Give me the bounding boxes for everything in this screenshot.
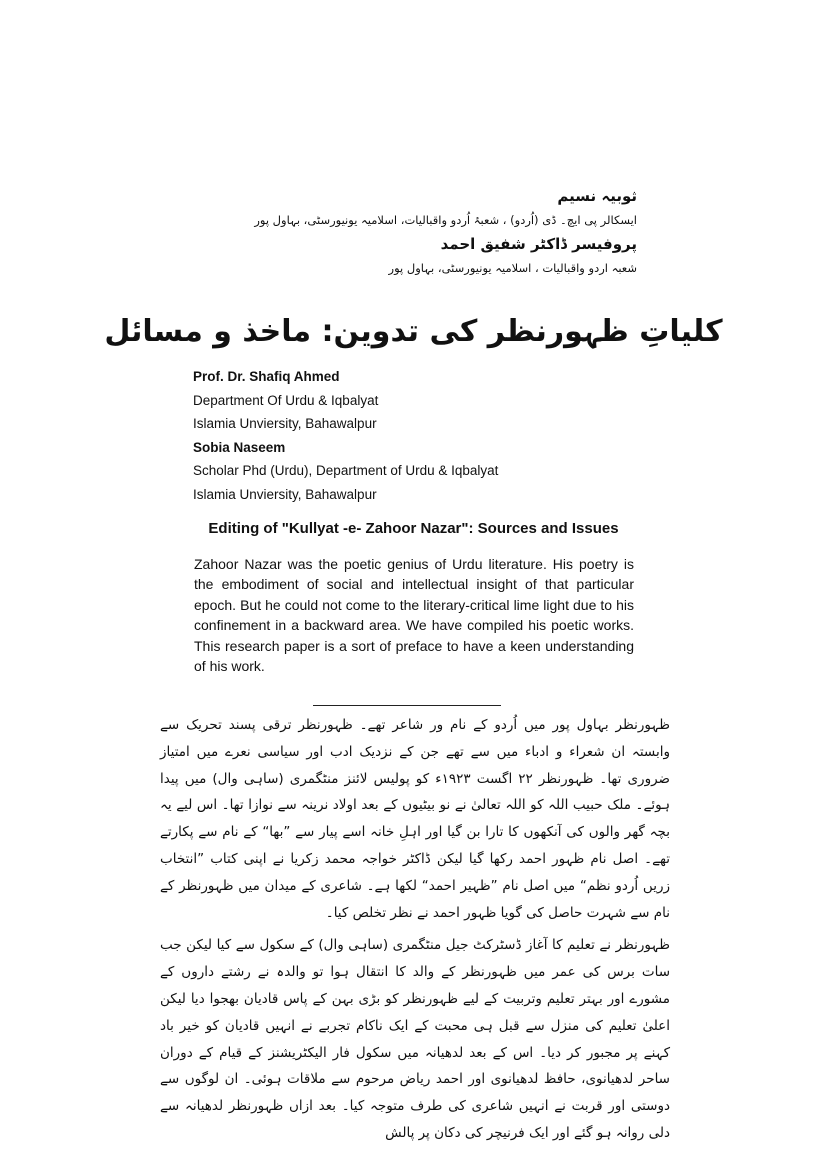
urdu-author2-affiliation: شعبہ اردو واقبالیات ، اسلامیہ یونیورسٹی، بہاول پور: [388, 261, 637, 275]
section-divider: [313, 705, 501, 706]
body-paragraph-2: ظہورنظر نے تعلیم کا آغاز ڈسٹرکٹ جیل منٹگمری (ساہی وال) کے سکول سے کیا لیکن جب سات برس کی عمر میں ظہورنظر کے والد کا انتقال ہوا تو والدہ نے رشتے داروں کے مشورے اور بہتر تعلیم وتربیت کے لیے ظہورنظر کو بڑی بہن کے پاس قادیان بھجوا دیا لیکن اعلیٰ تعلیم کی منزل سے قبل ہی محبت کے ایک ناکام تجربے نے انہیں قادیان کو خیر باد کہنے پر مجبور کر دیا۔ اس کے بعد لدھیانہ میں سکول فار الیکٹریشنز کے قیام کے دوران ساحر لدھیانوی، حافظ لدھیانوی اور احمد ریاض مرحوم سے ملاقات ہوئی۔ ان لوگوں سے دوستی اور قربت نے انہیں شاعری کی طرف متوجہ کیا۔ بعد ازاں ظہورنظر لدھیانہ سے دلی روانہ ہو گئے اور ایک فرنیچر کی دکان پر پالش: [160, 937, 670, 1141]
body-paragraph-1: ظہورنظر بہاول پور میں اُردو کے نام ور شاعر تھے۔ ظہورنظر ترقی پسند تحریک سے وابستہ ان شعراء و ادباء میں سے تھے جن کے نزدیک ادب اور سیاسی نعرے میں امتیاز ضروری تھا۔ ظہورنظر ۲۲ اگست ۱۹۲۳ء کو پولیس لائنز منٹگمری (ساہی وال) میں پیدا ہوئے۔ ملک حبیب اللہ کو اللہ تعالیٰ نے نو بیٹیوں کے بعد اولاد نرینہ سے نوازا تھا۔ اس لیے یہ بچہ گھر والوں کی آنکھوں کا تارا بن گیا اور اہلِ خانہ اسے پیار سے ”بھا“ کے نام سے پکارتے تھے۔ اصل نام ظہور احمد رکھا گیا لیکن ڈاکٹر خواجہ محمد زکریا نے اپنی کتاب ”انتخاب زریں اُردو نظم“ میں اصل نام ”ظہیر احمد“ لکھا ہے۔ شاعری کے میدان میں ظہورنظر کے نام سے شہرت حاصل کی گویا ظہور احمد نے نظر تخلص کیا۔: [160, 717, 671, 921]
english-author2-university: Islamia Unviersity, Bahawalpur: [193, 486, 377, 502]
english-author1-department: Department Of Urdu & Iqbalyat: [193, 392, 379, 408]
urdu-author2-name: پروفیسر ڈاکٹر شفیق احمد: [440, 235, 637, 253]
english-author1-name: Prof. Dr. Shafiq Ahmed: [193, 369, 340, 384]
english-author2-department: Scholar Phd (Urdu), Department of Urdu & Iqbalyat: [193, 463, 499, 478]
urdu-author-block: [167, 185, 637, 281]
urdu-body: [160, 712, 670, 1153]
english-author-block: [193, 365, 653, 506]
abstract: Zahoor Nazar was the poetic genius of Urdu literature. His poetry is the embodiment of social and intellectual insight of that particular epoch. But he could not come to the literary-critical lime light due to his confinement in a backward area. We have compiled his poetic works. This research paper is a sort of preface to have a keen understanding of his work.: [194, 556, 634, 675]
urdu-paper-title: کلیاتِ ظہورنظر کی تدوین: ماخذ و مسائل: [104, 314, 723, 349]
urdu-author1-name: ثوبیہ نسیم: [557, 187, 637, 205]
urdu-author1-affiliation: ایسکالر پی ایچ۔ ڈی (اُردو) ، شعبۂ اُردو واقبالیات، اسلامیہ یونیورسٹی، بہاول پور: [254, 213, 637, 227]
english-author1-university: Islamia Unviersity, Bahawalpur: [193, 416, 377, 431]
english-paper-title: Editing of "Kullyat -e- Zahoor Nazar": Sources and Issues: [208, 520, 619, 537]
english-author2-name: Sobia Naseem: [193, 439, 286, 455]
